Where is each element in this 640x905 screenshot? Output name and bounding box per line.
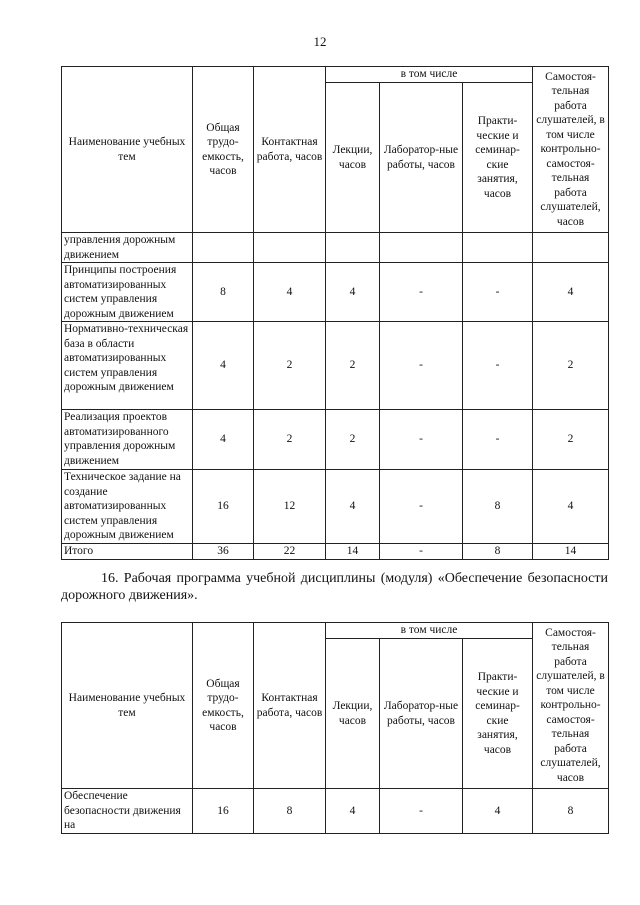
cell-contact: 2	[254, 410, 326, 470]
cell-lectures: 4	[326, 263, 380, 322]
cell-labs: -	[380, 410, 463, 470]
cell-self: 8	[533, 789, 609, 834]
header-contact: Контактная работа, часов	[254, 623, 326, 789]
cell-total: 16	[193, 789, 254, 834]
cell-self: 4	[533, 470, 609, 544]
table-row	[62, 322, 609, 410]
header-name: Наименование учебных тем	[62, 67, 193, 233]
cell-practice: 8	[463, 470, 533, 544]
cell-practice: -	[463, 410, 533, 470]
header-practice: Практи-ческие и семинар-ские занятия, часов	[463, 639, 533, 789]
cell-self: 4	[533, 263, 609, 322]
table-row	[62, 263, 609, 322]
cell-contact	[254, 233, 326, 263]
cell-total: 4	[193, 410, 254, 470]
cell-practice: 8	[463, 544, 533, 560]
header-total: Общая трудо-емкость, часов	[193, 67, 254, 233]
header-contact: Контактная работа, часов	[254, 67, 326, 233]
header-labs: Лаборатор-ные работы, часов	[380, 639, 463, 789]
table-row	[62, 789, 609, 834]
cell-contact: 4	[254, 263, 326, 322]
header-including: в том числе	[326, 623, 533, 639]
header-practice: Практи-ческие и семинар-ские занятия, часов	[463, 83, 533, 233]
cell-labs: -	[380, 544, 463, 560]
cell-lectures: 2	[326, 410, 380, 470]
header-including: в том числе	[326, 67, 533, 83]
paragraph-text: 16. Рабочая программа учебной дисциплины (модуля) «Обеспечение безопасности дорожного движения».	[61, 571, 608, 603]
cell-lectures: 4	[326, 470, 380, 544]
cell-name: Итого	[62, 544, 193, 560]
table-1	[61, 66, 609, 560]
section-paragraph	[61, 570, 608, 604]
header-name: Наименование учебных тем	[62, 623, 193, 789]
header-self: Самостоя-тельная работа слушателей, в том числе контрольно-самостоя-тельная работа слушателей, часов	[533, 67, 609, 233]
table-row	[62, 470, 609, 544]
page-number: 12	[313, 34, 327, 49]
cell-total: 16	[193, 470, 254, 544]
cell-name: Техническое задание на создание автоматизированных систем управления дорожным движением	[62, 470, 193, 544]
cell-labs: -	[380, 322, 463, 410]
cell-name: Нормативно-техническая база в области автоматизированных систем управления дорожным движением	[62, 322, 193, 410]
header-labs: Лаборатор-ные работы, часов	[380, 83, 463, 233]
cell-labs	[380, 233, 463, 263]
header-self: Самостоя-тельная работа слушателей, в том числе контрольно-самостоя-тельная работа слушателей, часов	[533, 623, 609, 789]
header-total: Общая трудо-емкость, часов	[193, 623, 254, 789]
cell-practice	[463, 233, 533, 263]
cell-contact: 2	[254, 322, 326, 410]
cell-contact: 22	[254, 544, 326, 560]
cell-contact: 12	[254, 470, 326, 544]
table-2	[61, 622, 609, 834]
table-row-total	[62, 544, 609, 560]
cell-self: 2	[533, 322, 609, 410]
cell-lectures: 2	[326, 322, 380, 410]
cell-self: 14	[533, 544, 609, 560]
header-lectures: Лекции, часов	[326, 83, 380, 233]
header-lectures: Лекции, часов	[326, 639, 380, 789]
cell-practice: -	[463, 263, 533, 322]
cell-total: 8	[193, 263, 254, 322]
cell-labs: -	[380, 470, 463, 544]
cell-name: Принципы построения автоматизированных систем управления дорожным движением	[62, 263, 193, 322]
cell-lectures: 14	[326, 544, 380, 560]
cell-practice: -	[463, 322, 533, 410]
cell-total	[193, 233, 254, 263]
cell-name: Обеспечение безопасности движения на	[62, 789, 193, 834]
cell-lectures	[326, 233, 380, 263]
cell-name: управления дорожным движением	[62, 233, 193, 263]
cell-labs: -	[380, 263, 463, 322]
cell-practice: 4	[463, 789, 533, 834]
cell-name: Реализация проектов автоматизированного управления дорожным движением	[62, 410, 193, 470]
cell-self: 2	[533, 410, 609, 470]
cell-contact: 8	[254, 789, 326, 834]
table-row	[62, 410, 609, 470]
cell-self	[533, 233, 609, 263]
table-row	[62, 233, 609, 263]
cell-lectures: 4	[326, 789, 380, 834]
cell-labs: -	[380, 789, 463, 834]
cell-total: 36	[193, 544, 254, 560]
cell-total: 4	[193, 322, 254, 410]
